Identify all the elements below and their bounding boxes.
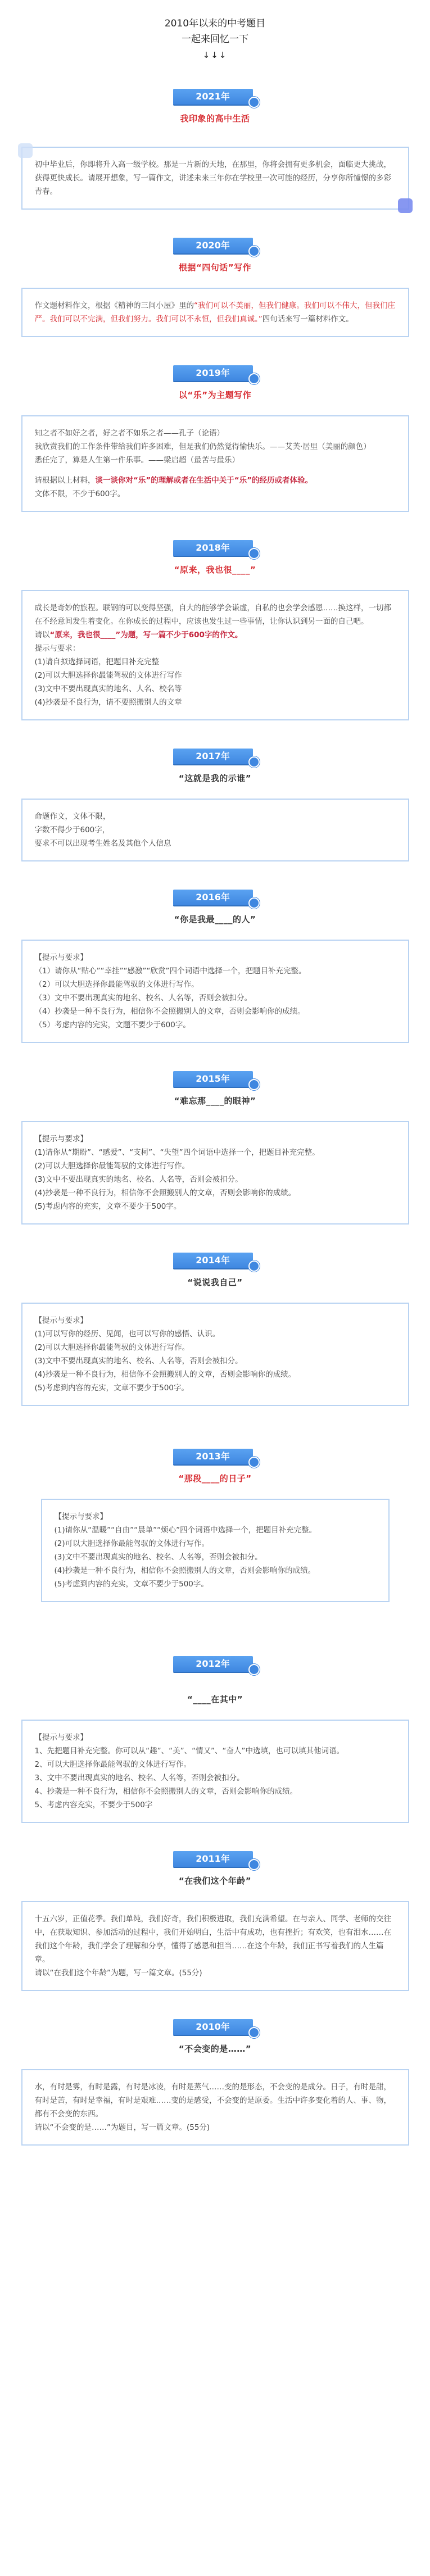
tip-item: (1)可以写你的经历、见闻，也可以写你的感悟、认识。 <box>34 1330 220 1339</box>
year-badge: 2016年 <box>173 890 253 905</box>
card-text: 初中毕业后，你即将升入高一级学校。那是一片新的天地，在那里，你将会拥有更多机会，面临更大挑战，获得更快成长。请展开想象，写一篇作文，讲述未来三年你在学校里一次可能的经历，分享你所憧憬的多彩青春。 <box>34 160 391 196</box>
section-2010 <box>0 2016 430 2146</box>
down-arrows-icon: ↓↓↓ <box>202 50 228 60</box>
section-card <box>21 2069 409 2146</box>
section-card <box>21 590 409 720</box>
year-badge: 2014年 <box>173 1253 253 1268</box>
badge-dot-icon <box>248 1664 260 1675</box>
section-2017 <box>0 745 430 861</box>
tip-item: (3)文中不要出现真实的地名、校名、人名等，否则会被扣分。 <box>54 1553 262 1562</box>
section-topic: “那段____的日子” <box>178 1473 252 1484</box>
tip-item: (2)可以大胆选择你最能驾驭的文体进行写作。 <box>54 1539 210 1548</box>
tip-item: (1)请你从“期盼”、“感爱”、“支柯”、“失望”四个词语中选择一个，把题目补充完整。 <box>34 1148 320 1157</box>
section-card <box>21 1303 409 1406</box>
card-text-outro: 四句话来写一篇材料作文。 <box>262 315 354 324</box>
tip-item: (1)请自拟选择词语，把题目补充完整 <box>34 657 160 666</box>
section-card <box>41 1499 390 1602</box>
year-badge: 2020年 <box>173 238 253 253</box>
tip-item: (1)请你从“温暖”“自由”“晨单”“烦心”四个词语中选择一个，把题目补充完整。 <box>54 1526 317 1535</box>
tip-item: (5)考虑到内容的充实，文章不要少于500字。 <box>34 1384 189 1393</box>
tip-item: (5)考虑到内容的充实，文章不要少于500字。 <box>54 1580 209 1589</box>
section-topic: 以“乐”为主题写作 <box>178 390 252 400</box>
prompt-prefix: 请根据以上材料， <box>34 476 96 485</box>
card-prompt <box>35 474 396 487</box>
tip-item: 5、考虑内容充实，不要少于500字 <box>34 1801 153 1809</box>
section-topic: “在我们这个年龄” <box>178 1876 252 1886</box>
tips-title: 【提示与要求】 <box>34 1316 88 1325</box>
tip-item: (4)抄袭是一种不良行为，相信你不会照搬别人的文章，否则会影响你的成绩。 <box>34 1189 296 1198</box>
year-badge: 2019年 <box>173 365 253 381</box>
card-text: 我欣赏我们的工作条件带给我们许多困难，但是我们仍然觉得愉快乐。——艾芙·居里（美丽的颜色） <box>34 442 371 451</box>
card-text: 水，有时是雾，有时是露，有时是冰凌，有时是蒸气……变的是形态，不会变的是成分。日子，有时是甜，有时是苦，有时是幸福，有时是艰难……变的是感受，不会变的是原委。生活中许多变化着的人、事、物，都有不会变的东西。 <box>34 2083 391 2119</box>
badge-dot-icon <box>248 1859 260 1870</box>
tip-item: 3、文中不要出现真实的地名、校名、人名等，否则会被扣分。 <box>34 1774 245 1783</box>
tip-item: （1）请你从“贴心”“幸挂”“感激”“欣赏”四个词语中选择一个，把题目补充完整。 <box>34 967 306 976</box>
section-topic: “____在其中” <box>187 1694 243 1704</box>
tip-item: (2)可以大胆选择你最能驾驭的文体进行写作。 <box>34 1162 190 1171</box>
tip-item: （5）考虑内容的完实，文题不要少于600字。 <box>34 1021 191 1030</box>
page-header <box>0 0 430 63</box>
badge-dot-icon <box>248 1079 260 1090</box>
year-badge: 2012年 <box>173 1656 253 1672</box>
tip-item: （2）可以大胆选择你最能驾驭的文体进行写作。 <box>34 980 199 989</box>
section-2015 <box>0 1068 430 1224</box>
tips-title: 【提示与要求】 <box>34 1733 88 1742</box>
section-topic: “原来，我也很____” <box>174 565 256 575</box>
section-topic: “说说我自己” <box>187 1277 243 1287</box>
card-text: 悉任完了，算是人生第一件乐事。——梁启超（最苦与最乐） <box>34 456 239 465</box>
prompt-highlight: 谈一谈你对“乐”的理解或者在生活中关于“乐”的经历或者体验。 <box>95 476 313 485</box>
badge-dot-icon <box>248 373 260 384</box>
section-topic: 我印象的高中生活 <box>180 114 250 124</box>
year-badge: 2010年 <box>173 2019 253 2035</box>
section-card <box>21 940 409 1043</box>
section-card <box>21 799 409 861</box>
tip-item: (2)可以大胆选择你最能驾驭的文体进行写作。 <box>34 1343 190 1352</box>
section-2020 <box>0 234 430 337</box>
tips-title: 【提示与要求】 <box>54 1512 107 1521</box>
card-requirement: 文体不限，不少于600字。 <box>34 489 125 498</box>
tip-item: (5)考虑内容的充实，文章不要少于500字。 <box>34 1202 182 1211</box>
tip-item: 2、可以大胆选择你最能驾驭的文体进行写作。 <box>34 1760 192 1769</box>
badge-dot-icon <box>248 1260 260 1272</box>
section-2012 <box>0 1653 430 1823</box>
year-badge: 2011年 <box>173 1851 253 1867</box>
tip-item: (3)文中不要出现真实的地名、校名、人名等，否则会被扣分。 <box>34 1175 243 1184</box>
tip-item: （3）文中不要出现真实的地名、校名、人名等，否则会被扣分。 <box>34 994 252 1003</box>
card-text: 请以“在我们这个年龄”为题，写一篇文章。(55分) <box>34 1969 202 1978</box>
section-2021 <box>0 85 430 210</box>
badge-dot-icon <box>248 548 260 559</box>
section-2016 <box>0 886 430 1043</box>
card-prompt <box>35 628 396 642</box>
section-card <box>21 288 409 337</box>
section-2014 <box>0 1249 430 1406</box>
tip-item: 1、先把题目补充完整。你可以从“趣”、“美”、“情又”、“奋人”中选填，也可以填其他词语。 <box>34 1747 345 1756</box>
tip-item: 4、抄袭是一种不良行为，相信你不会照搬别人的文章，否则会影响你的成绩。 <box>34 1787 298 1796</box>
tips-title: 【提示与要求】 <box>34 953 88 962</box>
card-text-quote: “我们可以不美丽，但我们健康。我们可以不伟大，但我们庄严。我们可以不完满，但我们努力。我们可以不永恒，但我们真诚。” <box>34 301 395 324</box>
section-card <box>21 1901 409 1991</box>
card-text-intro: 作文题材料作文，根据《精神的三间小屋》里的 <box>34 301 194 310</box>
badge-dot-icon <box>248 246 260 257</box>
year-badge: 2013年 <box>173 1449 253 1464</box>
section-card <box>21 415 409 512</box>
section-card <box>21 1720 409 1823</box>
section-topic: 根据“四句话”写作 <box>178 262 252 273</box>
section-2019 <box>0 362 430 512</box>
card-text: 十五六岁，正值花季。我们单纯，我们好奇，我们积极进取，我们充满希望。在与亲人、同学、老师的交往中，在获取知识、参加活动的过程中，我们开始明白，生活中有成功，也有挫折；有欢笑，也有泪水……在我们这个年龄，我们学会了理解和分享，懂得了感恩和担当……在这个年龄，我们正书写着我们的人生篇章。 <box>34 1915 391 1964</box>
tip-item: (2)可以大胆选择你最能驾驭的文体进行写作 <box>34 671 182 680</box>
prompt-highlight: “原来，我也很____”为题，写一篇不少于600字的作文。 <box>49 631 243 640</box>
tip-item: (4)抄袭是不良行为，请不要照搬别人的文章 <box>34 698 182 707</box>
section-2018 <box>0 537 430 720</box>
card-text: 请以“不会变的是……”为题目，写一篇文章。(55分) <box>34 2123 210 2132</box>
year-badge: 2021年 <box>173 89 253 105</box>
page-title: 2010年以来的中考题目 <box>164 18 266 29</box>
page-subtitle: 一起来回忆一下 <box>182 34 248 45</box>
card-text: 字数不得少于600字， <box>34 826 110 835</box>
section-topic: “不会变的是……” <box>178 2044 252 2054</box>
tip-item: （4）抄袭是一种不良行为，相信你不会照搬别人的文章，否则会影响你的成绩。 <box>34 1007 305 1016</box>
section-card <box>21 147 409 210</box>
year-badge: 2018年 <box>173 540 253 556</box>
year-badge: 2017年 <box>173 749 253 764</box>
prompt-prefix: 请以 <box>34 631 50 640</box>
section-topic: “这就是我的示谁” <box>178 773 252 783</box>
badge-dot-icon <box>248 97 260 108</box>
card-text <box>35 299 396 326</box>
tip-item: (3)文中不要出现真实的地名、人名、校名等 <box>34 684 182 693</box>
section-2011 <box>0 1848 430 1991</box>
section-topic: “难忘那____的眼神” <box>174 1096 256 1106</box>
badge-dot-icon <box>248 756 260 768</box>
section-topic: “你是我最____的人” <box>174 914 256 924</box>
card-text: 知之者不如好之者，好之者不如乐之者——孔子（论语） <box>34 429 224 438</box>
tips-title: 【提示与要求】 <box>34 1135 88 1144</box>
badge-dot-icon <box>248 1457 260 1468</box>
card-text: 命题作文，文体不限， <box>34 812 111 821</box>
year-badge: 2015年 <box>173 1071 253 1087</box>
card-text: 成长是奇妙的旅程。联钢的可以变得坚强，自大的能够学会谦虚，自私的也会学会感恩……换这样，一切都在不经意间发生着变化。在你成长的过程中，应该也发生过一些事情，让你认识到另一面的自己吧。 <box>34 604 391 626</box>
badge-dot-icon <box>248 897 260 909</box>
card-text: 要求不可以出现考生姓名及其他个人信息 <box>34 839 171 848</box>
tip-item: (4)抄袭是一种不良行为，相信你不会照搬别人的文章，否则会影响你的成绩。 <box>54 1566 316 1575</box>
tip-item: (4)抄袭是一种不良行为，相信你不会照搬别人的文章，否则会影响你的成绩。 <box>34 1370 296 1379</box>
section-card <box>21 1121 409 1224</box>
badge-dot-icon <box>248 2027 260 2038</box>
section-2013 <box>0 1445 430 1602</box>
tip-item: (3)文中不要出现真实的地名、校名、人名等，否则会被扣分。 <box>34 1357 243 1366</box>
tips-title: 提示与要求： <box>34 644 80 653</box>
